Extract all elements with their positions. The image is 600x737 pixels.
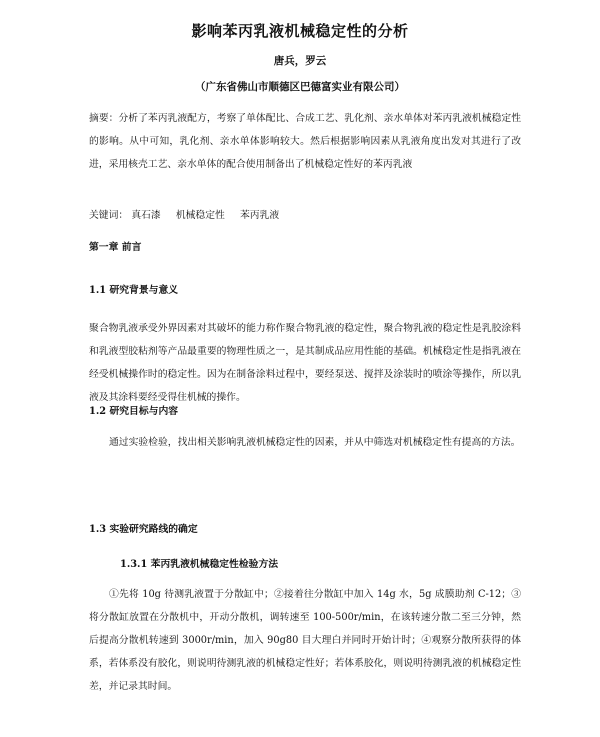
subsection-heading-1-3-1: 1.3.1 苯丙乳液机械稳定性检验方法 — [120, 559, 279, 570]
section-body-1-2: 通过实验检验，找出相关影响乳液机械稳定性的因素，并从中筛选对机械稳定性有提高的方法。 — [109, 437, 521, 448]
keyword-item: 苯丙乳液 — [239, 210, 280, 221]
paper-affiliation: （广东省佛山市顺德区巴德富实业有限公司） — [195, 81, 405, 93]
subsection-body-1-3-1: ①先将 10g 待测乳液置于分散缸中；②接着往分散缸中加入 14g 水，5g 成膜助剂 C-12；③将分散缸放置在分散机中，开动分散机，调转速至 100-500r/min，在该转速分散二至三分钟，然后提高分散机转速到 3000r/min，加入 90g80 目大理白并同时开始计时；④观察分散所获得的体系，若体系没有胶化，则说明待测乳液的机械稳定性好；若体系胶化，则说明待测乳液的机械稳定性差，并记录其时间。 — [89, 589, 521, 692]
keywords — [89, 208, 521, 224]
section-heading-1-1: 1.1 研究背景与意义 — [89, 285, 179, 296]
section-heading-1-2: 1.2 研究目标与内容 — [89, 406, 179, 417]
keyword-item: 真石漆 — [131, 210, 161, 221]
paper-authors: 唐兵，罗云 — [273, 55, 327, 67]
keyword-item: 机械稳定性 — [175, 210, 225, 221]
keywords-label: 关键词： — [89, 210, 129, 221]
paper-title: 影响苯丙乳液机械稳定性的分析 — [191, 22, 409, 40]
chapter-heading: 第一章 前言 — [89, 242, 142, 253]
section-heading-1-3: 1.3 实验研究路线的确定 — [89, 524, 198, 535]
section-body-1-1: 聚合物乳液承受外界因素对其破坏的能力称作聚合物乳液的稳定性，聚合物乳液的稳定性是乳胶涂料和乳液型胶粘剂等产品最重要的物理性质之一，是其制成品应用性能的基础。机械稳定性是指乳液在经受机械操作时的稳定性。因为在制备涂料过程中，要经泵送、搅拌及涂装时的喷涂等操作，所以乳液及其涂料要经受得住机械的操作。 — [89, 323, 521, 403]
abstract: 摘要：分析了苯丙乳液配方，考察了单体配比、合成工艺、乳化剂、亲水单体对苯丙乳液机械稳定性的影响。从中可知，乳化剂、亲水单体影响较大。然后根据影响因素从乳液角度出发对其进行了改进，采用核壳工艺、亲水单体的配合使用制备出了机械稳定性好的苯丙乳液 — [89, 113, 521, 170]
